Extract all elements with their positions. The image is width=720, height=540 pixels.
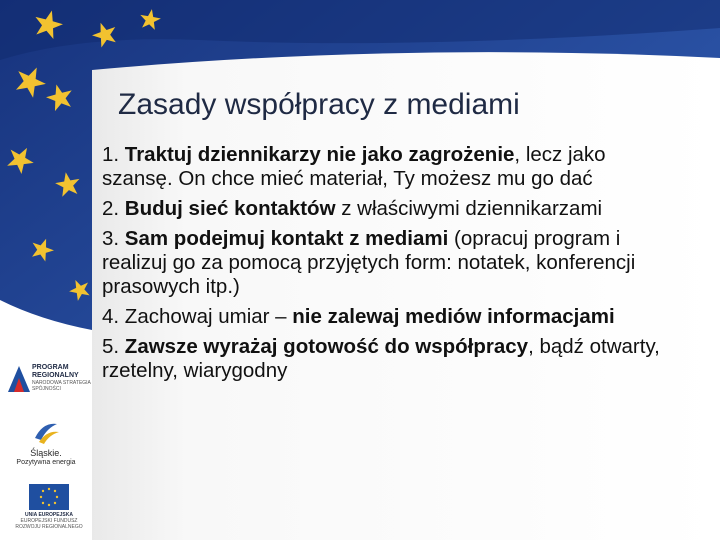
logo-line: Pozytywna energia — [16, 459, 76, 466]
logo-line: PROGRAM — [32, 364, 69, 371]
body-text: 2. — [102, 197, 125, 220]
emphasis-text: Buduj sieć kontaktów — [124, 197, 336, 220]
list-item — [102, 197, 662, 221]
body-text: 1. — [102, 143, 125, 166]
logo-line: EUROPEJSKI FUNDUSZ — [20, 518, 78, 524]
emphasis-text: Traktuj dziennikarzy nie jako zagrożenie — [124, 143, 515, 166]
logo-subline: NARODOWA STRATEGIA SPÓJNOŚCI — [32, 380, 91, 392]
body-text: , lecz jako szansę. On chce mieć materiał, Ty możesz mu go dać — [102, 143, 606, 190]
emphasis-text: Sam podejmuj kontakt z mediami — [124, 227, 449, 250]
body-text: 3. — [102, 227, 125, 250]
logo-line: UNIA EUROPEJSKA — [25, 512, 73, 518]
rules-list — [102, 143, 662, 389]
list-item — [102, 305, 662, 329]
list-item — [102, 143, 662, 191]
logo-line: ROZWOJU REGIONALNEGO — [15, 524, 83, 530]
logo-line: Śląskie. — [30, 448, 62, 458]
eu-flag-icon — [29, 484, 69, 510]
eu-flag-logo — [14, 484, 84, 534]
program-regionalny-logo — [6, 360, 92, 402]
body-text: 5. — [102, 335, 125, 358]
body-text: , bądź otwarty, rzetelny, wiarygodny — [102, 335, 660, 382]
list-item — [102, 227, 662, 299]
emphasis-text: nie zalewaj mediów informacjami — [292, 305, 615, 328]
body-text: (opracuj program i realizuj go za pomocą przyjętych form: notatek, konferencji prasowych itp.) — [102, 227, 636, 298]
body-text: z właściwymi dziennikarzami — [335, 197, 603, 220]
list-item — [102, 335, 662, 383]
silesia-logo — [6, 420, 86, 468]
body-text: 4. Zachowaj umiar – — [102, 305, 293, 328]
emphasis-text: Zawsze wyrażaj gotowość do współpracy — [124, 335, 529, 358]
logo-line: REGIONALNY — [32, 372, 79, 379]
program-regionalny-icon — [6, 364, 32, 394]
slide-title: Zasady współpracy z mediami — [118, 88, 520, 121]
silesia-icon — [31, 420, 61, 446]
